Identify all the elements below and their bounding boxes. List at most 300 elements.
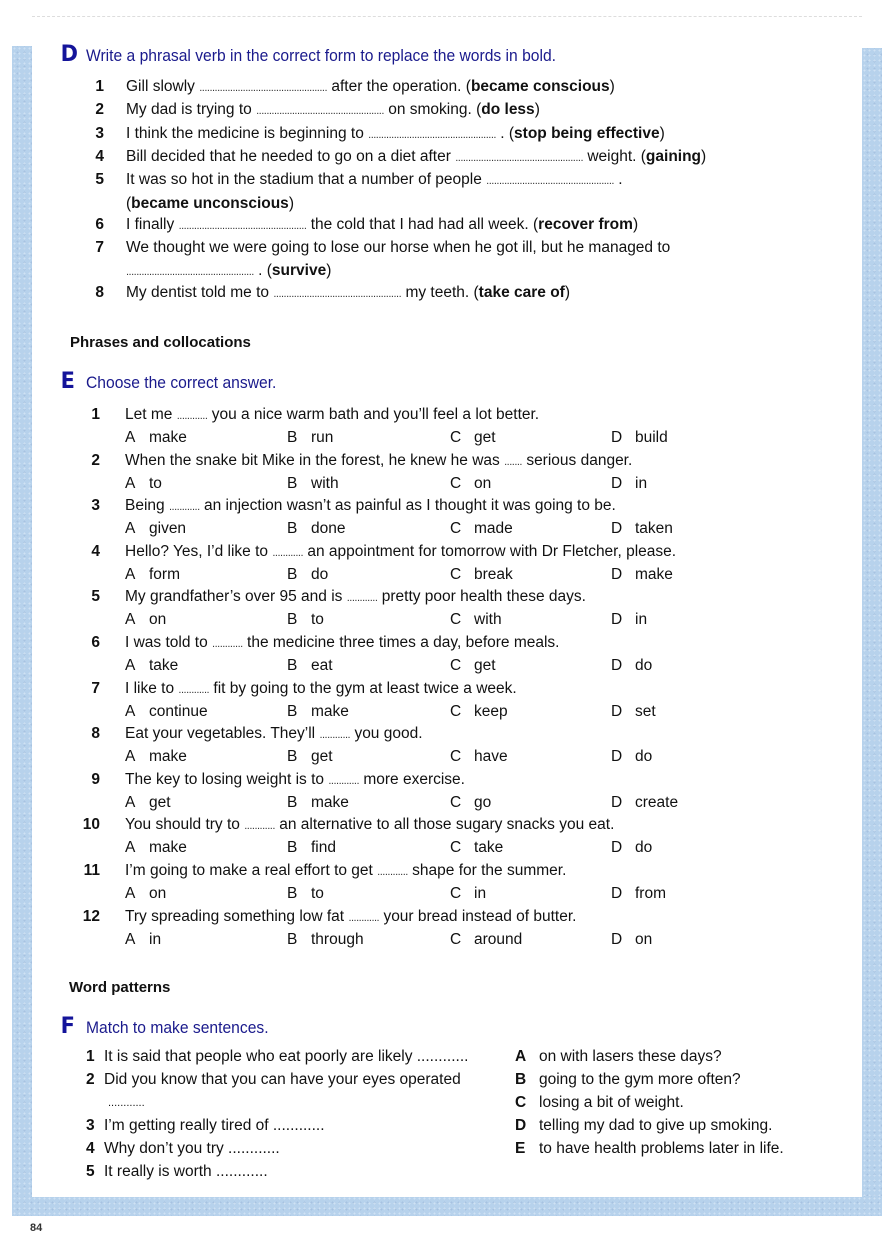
hint-close: ) <box>632 216 639 233</box>
option-text: on <box>474 475 492 492</box>
hint-close: ) <box>288 195 294 212</box>
option-letter: A <box>125 475 136 492</box>
sentence-end: . <box>618 171 623 188</box>
question-text <box>125 451 632 472</box>
sentence-start: My dentist told me to <box>126 284 270 301</box>
question-number: 3 <box>91 497 100 514</box>
option-text: do <box>635 657 653 674</box>
question-number: 7 <box>91 680 100 697</box>
sentence-ending-item <box>515 1116 772 1136</box>
sentence-end: more exercise. <box>363 771 465 788</box>
option-text: break <box>474 566 513 583</box>
option-letter: A <box>125 703 136 720</box>
question-number: 1 <box>91 406 100 423</box>
item-text: Why don’t you try ............ <box>104 1140 280 1157</box>
exercise-instruction: Write a phrasal verb in the correct form to replace the words in bold. <box>86 46 557 65</box>
sentence-start-item <box>86 1047 468 1067</box>
sentence-start: You should try to <box>125 816 240 833</box>
option-text: in <box>474 885 487 902</box>
item-text <box>126 124 665 145</box>
answer-option-c[interactable] <box>450 656 496 676</box>
option-letter: D <box>611 748 623 765</box>
hint-close: ) <box>564 284 571 301</box>
answer-option-b[interactable] <box>287 428 333 448</box>
answer-blank[interactable]: .................................................. <box>178 220 307 232</box>
answer-blank[interactable]: ....... <box>504 456 522 468</box>
item-letter: A <box>515 1048 527 1065</box>
sentence-start-item <box>86 1162 268 1182</box>
item-number: 3 <box>86 1117 95 1134</box>
option-text: make <box>149 429 187 446</box>
option-text: make <box>635 566 673 583</box>
option-letter: A <box>125 885 136 902</box>
answer-option-b[interactable] <box>287 884 324 904</box>
option-letter: D <box>611 931 623 948</box>
hint-bold: recover from <box>538 216 633 233</box>
option-text: get <box>149 794 171 811</box>
option-letter: A <box>125 748 136 765</box>
sentence-end: the medicine three times a day, before meals. <box>247 634 560 651</box>
answer-option-c[interactable] <box>450 930 522 950</box>
option-letter: C <box>450 429 462 446</box>
hint-close: ) <box>326 262 332 279</box>
answer-option-b[interactable] <box>287 747 333 767</box>
sentence-start: I’m going to make a real effort to get <box>125 862 373 879</box>
answer-blank[interactable]: .................................................. <box>455 152 584 164</box>
hint-close: ) <box>659 125 665 142</box>
page-border-left <box>12 46 32 1214</box>
answer-option-d[interactable] <box>611 930 652 950</box>
answer-option-d[interactable] <box>611 747 652 767</box>
option-letter: C <box>450 611 462 628</box>
answer-blank[interactable]: .................................................. <box>273 288 402 300</box>
answer-blank[interactable]: ............ <box>377 866 408 878</box>
item-text <box>126 215 638 236</box>
option-letter: B <box>287 931 298 948</box>
question-text <box>125 861 566 882</box>
item-answer-line <box>126 261 670 282</box>
answer-blank[interactable]: ............ <box>212 638 243 650</box>
option-text: on <box>635 931 653 948</box>
question-text <box>125 907 576 928</box>
option-letter: C <box>450 839 462 856</box>
answer-option-a[interactable] <box>125 747 187 767</box>
answer-option-b[interactable] <box>287 793 349 813</box>
question-number: 11 <box>83 862 100 879</box>
option-letter: D <box>611 611 623 628</box>
option-letter: C <box>450 748 462 765</box>
option-letter: C <box>450 703 462 720</box>
option-text: in <box>635 475 648 492</box>
item-hint-line <box>126 194 623 214</box>
item-text: to have health problems later in life. <box>539 1140 784 1157</box>
option-text: to <box>149 475 162 492</box>
option-letter: D <box>611 429 623 446</box>
option-text: get <box>311 748 333 765</box>
option-letter: A <box>125 520 136 537</box>
question-text <box>125 405 539 426</box>
answer-option-b[interactable] <box>287 656 333 676</box>
option-text: get <box>474 429 496 446</box>
sentence-start-item <box>86 1139 280 1159</box>
question-number: 6 <box>91 634 100 651</box>
question-number: 9 <box>91 771 100 788</box>
hint-bold: became conscious <box>470 78 610 95</box>
sentence-start: Let me <box>125 406 173 423</box>
exercise-letter: F <box>60 1014 75 1039</box>
sentence-start: My dad is trying to <box>126 101 252 118</box>
option-letter: B <box>287 429 298 446</box>
answer-option-a[interactable] <box>125 884 166 904</box>
item-number: 8 <box>95 284 104 301</box>
question-number: 2 <box>91 452 100 469</box>
option-text: go <box>474 794 492 811</box>
sentence-start-item <box>86 1116 325 1136</box>
answer-option-a[interactable] <box>125 565 180 585</box>
option-text: around <box>474 931 523 948</box>
option-letter: D <box>611 839 623 856</box>
answer-option-a[interactable] <box>125 610 166 630</box>
exercise-letter: E <box>60 369 75 394</box>
sentence-start: The key to losing weight is to <box>125 771 325 788</box>
option-letter: D <box>611 703 623 720</box>
answer-blank[interactable]: .................................................. <box>199 82 328 94</box>
sentence-end: an injection wasn’t as painful as I thought it was going to be. <box>203 497 616 514</box>
item-number: 4 <box>86 1140 95 1157</box>
answer-option-c[interactable] <box>450 610 502 630</box>
exercise-e-header <box>60 369 293 394</box>
sentence-end: you good. <box>354 725 423 742</box>
answer-option-a[interactable] <box>125 519 186 539</box>
exercise-instruction: Choose the correct answer. <box>86 373 277 392</box>
option-letter: B <box>287 748 298 765</box>
answer-option-d[interactable] <box>611 565 673 585</box>
answer-blank[interactable]: .................................................. <box>126 266 254 278</box>
question-text <box>125 587 586 608</box>
question-text <box>125 496 616 517</box>
option-letter: B <box>287 839 298 856</box>
answer-option-a[interactable] <box>125 838 187 858</box>
answer-option-d[interactable] <box>611 793 678 813</box>
sentence-start: Eat your vegetables. They’ll <box>125 725 316 742</box>
sentence-end: serious danger. <box>526 452 633 469</box>
sentence-start: Bill decided that he needed to go on a diet after <box>126 148 451 165</box>
answer-option-d[interactable] <box>611 519 673 539</box>
hint-bold: take care of <box>478 284 565 301</box>
exercise-d-header <box>60 42 597 67</box>
exercise-f-header <box>60 1014 284 1039</box>
option-text: to <box>311 885 324 902</box>
option-text: with <box>311 475 339 492</box>
sentence-end: shape for the summer. <box>412 862 567 879</box>
item-text <box>126 77 615 98</box>
answer-blank[interactable]: .................................................. <box>368 129 496 141</box>
answer-option-a[interactable] <box>125 793 171 813</box>
hint-bold: gaining <box>645 148 702 165</box>
answer-blank[interactable]: .................................................. <box>486 175 614 187</box>
option-letter: A <box>125 657 136 674</box>
option-letter: C <box>450 520 462 537</box>
option-letter: C <box>450 475 462 492</box>
sentence-start: It was so hot in the stadium that a number of people <box>126 171 482 188</box>
exercise-instruction: Match to make sentences. <box>86 1018 269 1037</box>
item-number: 7 <box>95 239 104 256</box>
answer-option-c[interactable] <box>450 884 486 904</box>
item-text: It is said that people who eat poorly are likely ............ <box>104 1048 469 1065</box>
answer-blank[interactable]: ............ <box>244 820 275 832</box>
option-letter: D <box>611 475 623 492</box>
question-text <box>125 679 517 700</box>
sentence-end: your bread instead of butter. <box>383 908 577 925</box>
question-number: 8 <box>91 725 100 742</box>
option-text: do <box>311 566 329 583</box>
option-text: find <box>311 839 336 856</box>
option-text: through <box>311 931 364 948</box>
item-letter: C <box>515 1094 527 1111</box>
question-text <box>125 815 614 836</box>
answer-option-c[interactable] <box>450 428 496 448</box>
answer-option-d[interactable] <box>611 838 652 858</box>
hint-open: ( <box>126 195 132 212</box>
sentence-ending-item <box>515 1047 722 1067</box>
item-text <box>126 170 623 214</box>
answer-option-c[interactable] <box>450 838 503 858</box>
sentence-end: the cold that I had had all week. ( <box>310 216 539 233</box>
option-letter: A <box>125 794 136 811</box>
item-number: 3 <box>95 125 104 142</box>
item-text <box>126 100 540 121</box>
option-text: do <box>635 748 653 765</box>
option-text: on <box>149 611 167 628</box>
option-letter: D <box>611 520 623 537</box>
option-letter: B <box>287 566 298 583</box>
item-number: 5 <box>86 1163 95 1180</box>
item-letter: D <box>515 1117 527 1134</box>
question-text <box>125 633 559 654</box>
option-letter: C <box>450 794 462 811</box>
sentence-end: on smoking. ( <box>388 101 482 118</box>
hint-bold: became unconscious <box>131 195 289 212</box>
option-text: in <box>635 611 648 628</box>
option-letter: C <box>450 931 462 948</box>
option-letter: A <box>125 839 136 856</box>
option-letter: A <box>125 566 136 583</box>
answer-option-c[interactable] <box>450 747 508 767</box>
answer-option-c[interactable] <box>450 565 513 585</box>
sentence-start: Hello? Yes, I’d like to <box>125 543 269 560</box>
hint-close: ) <box>701 148 707 165</box>
option-letter: B <box>287 611 298 628</box>
option-letter: B <box>287 885 298 902</box>
option-text: eat <box>311 657 333 674</box>
option-letter: A <box>125 611 136 628</box>
item-number: 5 <box>95 171 104 188</box>
hint-bold: stop being effective <box>514 125 660 142</box>
item-text: on with lasers these days? <box>539 1048 722 1065</box>
answer-option-d[interactable] <box>611 474 647 494</box>
sentence-start-item <box>86 1070 461 1090</box>
hint-close: ) <box>534 101 540 118</box>
sentence-start: I like to <box>125 680 175 697</box>
answer-blank[interactable]: ............ <box>176 410 208 422</box>
answer-option-b[interactable] <box>287 930 364 950</box>
option-text: build <box>635 429 668 446</box>
question-text <box>125 724 423 745</box>
question-number: 10 <box>82 816 100 833</box>
page-border-bottom <box>12 1196 882 1216</box>
answer-blank[interactable]: ............ <box>346 592 378 604</box>
sentence-start: I finally <box>126 216 175 233</box>
sentence-ending-item <box>515 1070 741 1090</box>
sentence-end: fit by going to the gym at least twice a week. <box>213 680 517 697</box>
question-number: 5 <box>91 588 100 605</box>
option-text: have <box>474 748 508 765</box>
item-text: Did you know that you can have your eyes operated <box>104 1071 461 1088</box>
option-text: make <box>311 703 349 720</box>
option-letter: C <box>450 657 462 674</box>
option-letter: D <box>611 657 623 674</box>
option-letter: C <box>450 885 462 902</box>
answer-option-d[interactable] <box>611 610 647 630</box>
answer-blank[interactable]: ............ <box>168 501 200 513</box>
answer-option-a[interactable] <box>125 930 161 950</box>
option-letter: C <box>450 566 462 583</box>
option-text: done <box>311 520 346 537</box>
answer-option-c[interactable] <box>450 474 491 494</box>
sentence-end: my teeth. ( <box>405 284 479 301</box>
sentence-ending-item <box>515 1139 784 1159</box>
item-text <box>126 147 706 168</box>
sentence-start: Gill slowly <box>126 78 195 95</box>
item-text: I’m getting really tired of ............ <box>104 1117 325 1134</box>
sentence-end: an appointment for tomorrow with Dr Fletcher, please. <box>307 543 677 560</box>
sentence-end: weight. ( <box>587 148 646 165</box>
answer-option-b[interactable] <box>287 519 345 539</box>
option-letter: D <box>611 885 623 902</box>
option-text: taken <box>635 520 673 537</box>
option-text: set <box>635 703 656 720</box>
answer-option-c[interactable] <box>450 702 508 722</box>
option-text: made <box>474 520 513 537</box>
heading-phrases-collocations: Phrases and collocations <box>70 334 251 351</box>
sentence-end: . ( <box>258 262 272 279</box>
option-text: make <box>149 839 187 856</box>
item-number: 1 <box>86 1048 95 1065</box>
sentence-start: When the snake bit Mike in the forest, he knew he was <box>125 452 500 469</box>
option-text: given <box>149 520 187 537</box>
option-text: continue <box>149 703 208 720</box>
option-letter: B <box>287 475 298 492</box>
answer-option-b[interactable] <box>287 610 324 630</box>
option-text: create <box>635 794 679 811</box>
answer-option-c[interactable] <box>450 519 513 539</box>
answer-option-a[interactable] <box>125 474 162 494</box>
sentence-end: . ( <box>500 125 515 142</box>
option-letter: B <box>287 657 298 674</box>
option-text: make <box>311 794 349 811</box>
option-text: form <box>149 566 180 583</box>
item-number: 2 <box>86 1071 95 1088</box>
answer-blank[interactable]: ............ <box>272 547 304 559</box>
sentence-start: We thought we were going to lose our horse when he got ill, but he managed to <box>126 239 671 256</box>
item-letter: B <box>515 1071 527 1088</box>
answer-blank[interactable]: ............ <box>328 775 360 787</box>
sentence-start: My grandfather’s over 95 and is <box>125 588 343 605</box>
answer-option-b[interactable] <box>287 838 336 858</box>
sentence-end: you a nice warm bath and you’ll feel a lot better. <box>211 406 540 423</box>
question-text <box>125 542 676 563</box>
item-text: losing a bit of weight. <box>539 1094 684 1111</box>
option-letter: B <box>287 520 298 537</box>
exercise-letter: D <box>60 42 79 67</box>
item-text: going to the gym more often? <box>539 1071 741 1088</box>
item-number: 4 <box>95 148 104 165</box>
hint-close: ) <box>609 78 615 95</box>
hint-bold: do less <box>481 101 535 118</box>
answer-option-d[interactable] <box>611 428 668 448</box>
sentence-end: after the operation. ( <box>331 78 471 95</box>
answer-option-b[interactable] <box>287 565 328 585</box>
answer-option-b[interactable] <box>287 474 339 494</box>
page-border-right <box>862 48 882 1214</box>
item-text: telling my dad to give up smoking. <box>539 1117 773 1134</box>
answer-option-c[interactable] <box>450 793 491 813</box>
item-number: 1 <box>95 78 104 95</box>
answer-option-d[interactable] <box>611 702 656 722</box>
answer-option-a[interactable] <box>125 656 178 676</box>
answer-blank[interactable]: ............ <box>319 729 351 741</box>
item-text <box>126 283 570 304</box>
item-number: 6 <box>95 216 104 233</box>
answer-option-d[interactable] <box>611 656 652 676</box>
option-text: on <box>149 885 167 902</box>
item-number: 2 <box>95 101 104 118</box>
answer-blank[interactable]: ............ <box>348 912 380 924</box>
option-text: keep <box>474 703 508 720</box>
answer-option-a[interactable] <box>125 428 187 448</box>
option-text: get <box>474 657 496 674</box>
sentence-ending-item <box>515 1093 684 1113</box>
sentence-start: I think the medicine is beginning to <box>126 125 364 142</box>
question-number: 12 <box>82 908 100 925</box>
answer-option-b[interactable] <box>287 702 349 722</box>
answer-blank[interactable]: .................................................. <box>256 105 384 117</box>
sentence-start: Try spreading something low fat <box>125 908 345 925</box>
hint-bold: survive <box>271 262 327 279</box>
sentence-end: an alternative to all those sugary snacks you eat. <box>279 816 615 833</box>
item-text <box>126 238 670 282</box>
sentence-start: I was told to <box>125 634 208 651</box>
page-number: 84 <box>30 1222 43 1234</box>
option-letter: D <box>611 794 623 811</box>
question-text <box>125 770 465 791</box>
option-letter: A <box>125 931 136 948</box>
answer-option-d[interactable] <box>611 884 666 904</box>
item-text: It really is worth ............ <box>104 1163 268 1180</box>
option-text: with <box>474 611 502 628</box>
option-text: in <box>149 931 162 948</box>
answer-option-a[interactable] <box>125 702 208 722</box>
option-letter: D <box>611 566 623 583</box>
question-number: 4 <box>91 543 100 560</box>
option-text: do <box>635 839 653 856</box>
answer-blank[interactable]: ............ <box>178 684 210 696</box>
option-text: make <box>149 748 187 765</box>
heading-word-patterns: Word patterns <box>69 979 171 996</box>
option-letter: A <box>125 429 136 446</box>
option-text: from <box>635 885 666 902</box>
option-text: take <box>474 839 504 856</box>
